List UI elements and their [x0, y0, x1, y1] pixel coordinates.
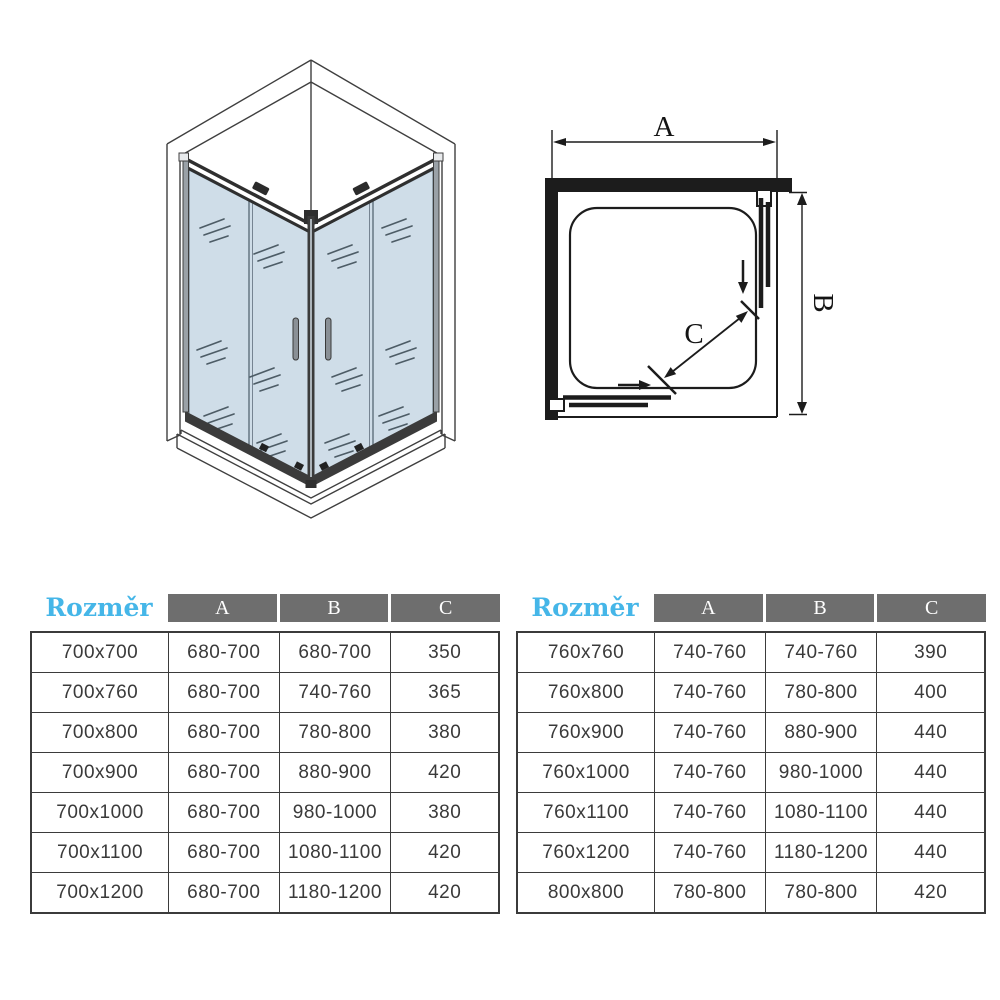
- dimension-b: [789, 193, 839, 415]
- table-cell: 760x1200: [517, 833, 655, 873]
- table-row: [31, 873, 499, 914]
- corner-shower-isometric-diagram: [118, 38, 508, 528]
- table-cell: 390: [877, 632, 985, 673]
- size-table-left: [30, 594, 500, 914]
- table-row: [517, 833, 985, 873]
- table-row: [31, 833, 499, 873]
- table-row: [517, 793, 985, 833]
- table-row: [517, 753, 985, 793]
- table-cell: 420: [391, 753, 499, 793]
- door-handle-right: [326, 318, 332, 360]
- table-cell: 880-900: [765, 713, 877, 753]
- table-cell: 740-760: [655, 753, 765, 793]
- table-cell: 365: [391, 673, 499, 713]
- dimension-a-label: A: [653, 111, 675, 143]
- table-cell: 1180-1200: [765, 833, 877, 873]
- dimension-b-label: B: [807, 293, 839, 313]
- table-row: [517, 713, 985, 753]
- table-cell: 680-700: [169, 873, 279, 914]
- table-cell: 780-800: [655, 873, 765, 914]
- table-cell: 880-900: [279, 753, 391, 793]
- table-cell: 740-760: [279, 673, 391, 713]
- dimension-a: [552, 111, 777, 180]
- table-cell: 700x1100: [31, 833, 169, 873]
- size-tables: [30, 594, 987, 914]
- table-cell: 380: [391, 713, 499, 753]
- shower-tray-outline: [570, 208, 756, 388]
- dimension-c-label: C: [684, 318, 704, 350]
- table-cell: 980-1000: [279, 793, 391, 833]
- table-cell: 440: [877, 753, 985, 793]
- table-cell: 680-700: [169, 793, 279, 833]
- table-cell: 780-800: [765, 873, 877, 914]
- table-title: Rozměr: [531, 593, 639, 622]
- table-cell: 1180-1200: [279, 873, 391, 914]
- table-cell: 700x760: [31, 673, 169, 713]
- table-cell: 700x900: [31, 753, 169, 793]
- table-cell: 760x1000: [517, 753, 655, 793]
- table-cell: 680-700: [279, 632, 391, 673]
- table-row: [31, 753, 499, 793]
- table-cell: 980-1000: [765, 753, 877, 793]
- table-cell: 740-760: [765, 632, 877, 673]
- table-cell: 680-700: [169, 713, 279, 753]
- table-cell: 780-800: [279, 713, 391, 753]
- column-header-a: A: [654, 594, 763, 622]
- table-cell: 1080-1100: [279, 833, 391, 873]
- table-title: Rozměr: [45, 593, 153, 622]
- table-cell: 380: [391, 793, 499, 833]
- table-cell: 680-700: [169, 833, 279, 873]
- size-table: [30, 631, 500, 914]
- table-cell: 780-800: [765, 673, 877, 713]
- table-cell: 420: [877, 873, 985, 914]
- slide-direction-down-arrow: [738, 282, 748, 294]
- table-cell: 700x800: [31, 713, 169, 753]
- table-cell: 740-760: [655, 632, 765, 673]
- table-row: [31, 632, 499, 673]
- table-cell: 760x800: [517, 673, 655, 713]
- table-row: [31, 713, 499, 753]
- top-view-dimension-schematic: [520, 95, 940, 435]
- table-cell: 350: [391, 632, 499, 673]
- table-header: [30, 594, 500, 622]
- table-cell: 440: [877, 713, 985, 753]
- column-header-b: B: [280, 594, 389, 622]
- right-door-panels: [738, 190, 771, 319]
- table-cell: 680-700: [169, 673, 279, 713]
- table-row: [31, 673, 499, 713]
- table-cell: 800x800: [517, 873, 655, 914]
- table-cell: 440: [877, 793, 985, 833]
- table-cell: 400: [877, 673, 985, 713]
- table-cell: 700x1000: [31, 793, 169, 833]
- column-header-a: A: [168, 594, 277, 622]
- dimension-c: [664, 311, 748, 378]
- table-cell: 740-760: [655, 833, 765, 873]
- column-header-c: C: [391, 594, 500, 622]
- table-cell: 700x1200: [31, 873, 169, 914]
- table-cell: 740-760: [655, 793, 765, 833]
- table-cell: 740-760: [655, 673, 765, 713]
- column-headers: [654, 594, 986, 622]
- table-row: [517, 673, 985, 713]
- table-row: [517, 632, 985, 673]
- table-cell: 760x900: [517, 713, 655, 753]
- table-row: [31, 793, 499, 833]
- table-cell: 760x1100: [517, 793, 655, 833]
- table-cell: 760x760: [517, 632, 655, 673]
- table-cell: 700x700: [31, 632, 169, 673]
- table-cell: 1080-1100: [765, 793, 877, 833]
- column-header-b: B: [766, 594, 875, 622]
- table-cell: 680-700: [169, 753, 279, 793]
- table-cell: 420: [391, 833, 499, 873]
- column-headers: [168, 594, 500, 622]
- table-row: [517, 873, 985, 914]
- table-cell: 680-700: [169, 632, 279, 673]
- size-table: [516, 631, 986, 914]
- table-cell: 440: [877, 833, 985, 873]
- door-handle-left: [293, 318, 299, 360]
- column-header-c: C: [877, 594, 986, 622]
- table-cell: 740-760: [655, 713, 765, 753]
- table-cell: 420: [391, 873, 499, 914]
- size-table-right: [516, 594, 986, 914]
- table-header: [516, 594, 986, 622]
